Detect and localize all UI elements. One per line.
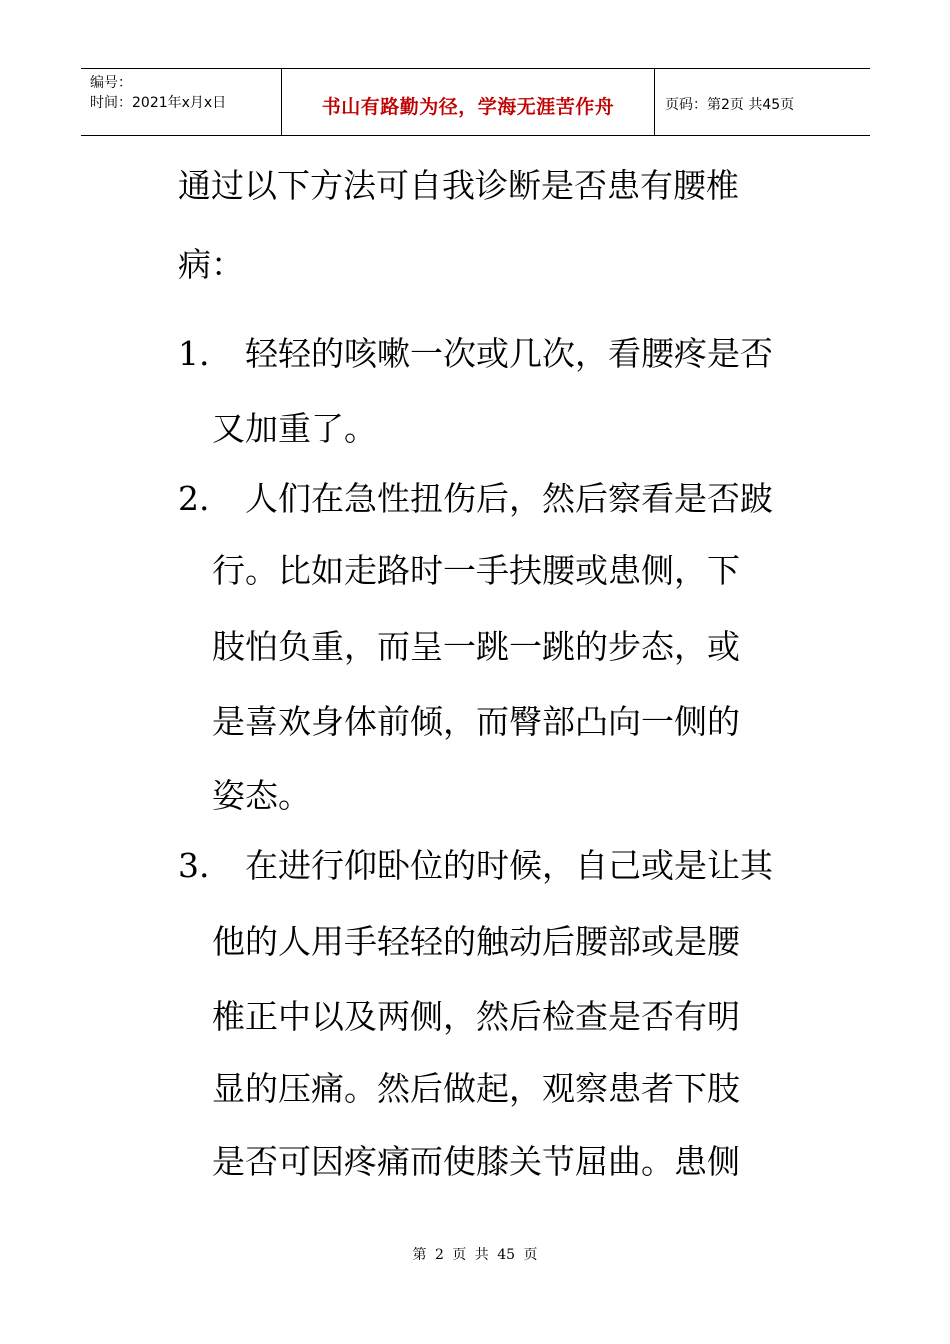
list-item-line: 行。比如走路时一手扶腰或患侧，下 (212, 551, 740, 590)
list-item-number: 1. (178, 334, 210, 373)
motto-text: 书山有路勤为径，学海无涯苦作舟 (321, 95, 615, 118)
page-header (81, 68, 870, 136)
list-item-line: 椎正中以及两侧，然后检查是否有明 (212, 997, 740, 1036)
list-item-line: 是喜欢身体前倾，而臀部凸向一侧的 (212, 702, 740, 741)
intro-line: 病： (178, 245, 244, 284)
list-item-text: 轻轻的咳嗽一次或几次，看腰疼是否 (245, 334, 773, 373)
header-page-cell (655, 69, 870, 135)
page-label: 页码：第2页 共45页 (665, 97, 795, 113)
list-item-number: 3. (178, 846, 210, 885)
intro-line: 通过以下方法可自我诊断是否患有腰椎 (178, 166, 739, 205)
list-item-text: 人们在急性扭伤后，然后察看是否跛 (245, 479, 773, 518)
time-label: 时间：2021年x月x日 (90, 95, 227, 111)
list-item-first-line (178, 334, 773, 374)
header-motto-cell (281, 69, 655, 135)
list-item-first-line (178, 479, 773, 519)
list-item-line: 显的压痛。然后做起，观察患者下肢 (212, 1069, 740, 1108)
list-item-text: 在进行仰卧位的时候，自己或是让其 (245, 846, 773, 885)
list-item-line: 是否可因疼痛而使膝关节屈曲。患侧 (212, 1142, 740, 1181)
number-label: 编号： (90, 75, 132, 91)
page-footer: 第 2 页 共 45 页 (412, 1247, 538, 1263)
list-item-line: 又加重了。 (212, 409, 377, 448)
header-meta (81, 69, 281, 135)
list-item-line: 姿态。 (212, 776, 311, 815)
list-item-first-line (178, 846, 773, 886)
list-item-line: 肢怕负重，而呈一跳一跳的步态，或 (212, 627, 740, 666)
list-item-line: 他的人用手轻轻的触动后腰部或是腰 (212, 922, 740, 961)
list-item-number: 2. (178, 479, 210, 518)
